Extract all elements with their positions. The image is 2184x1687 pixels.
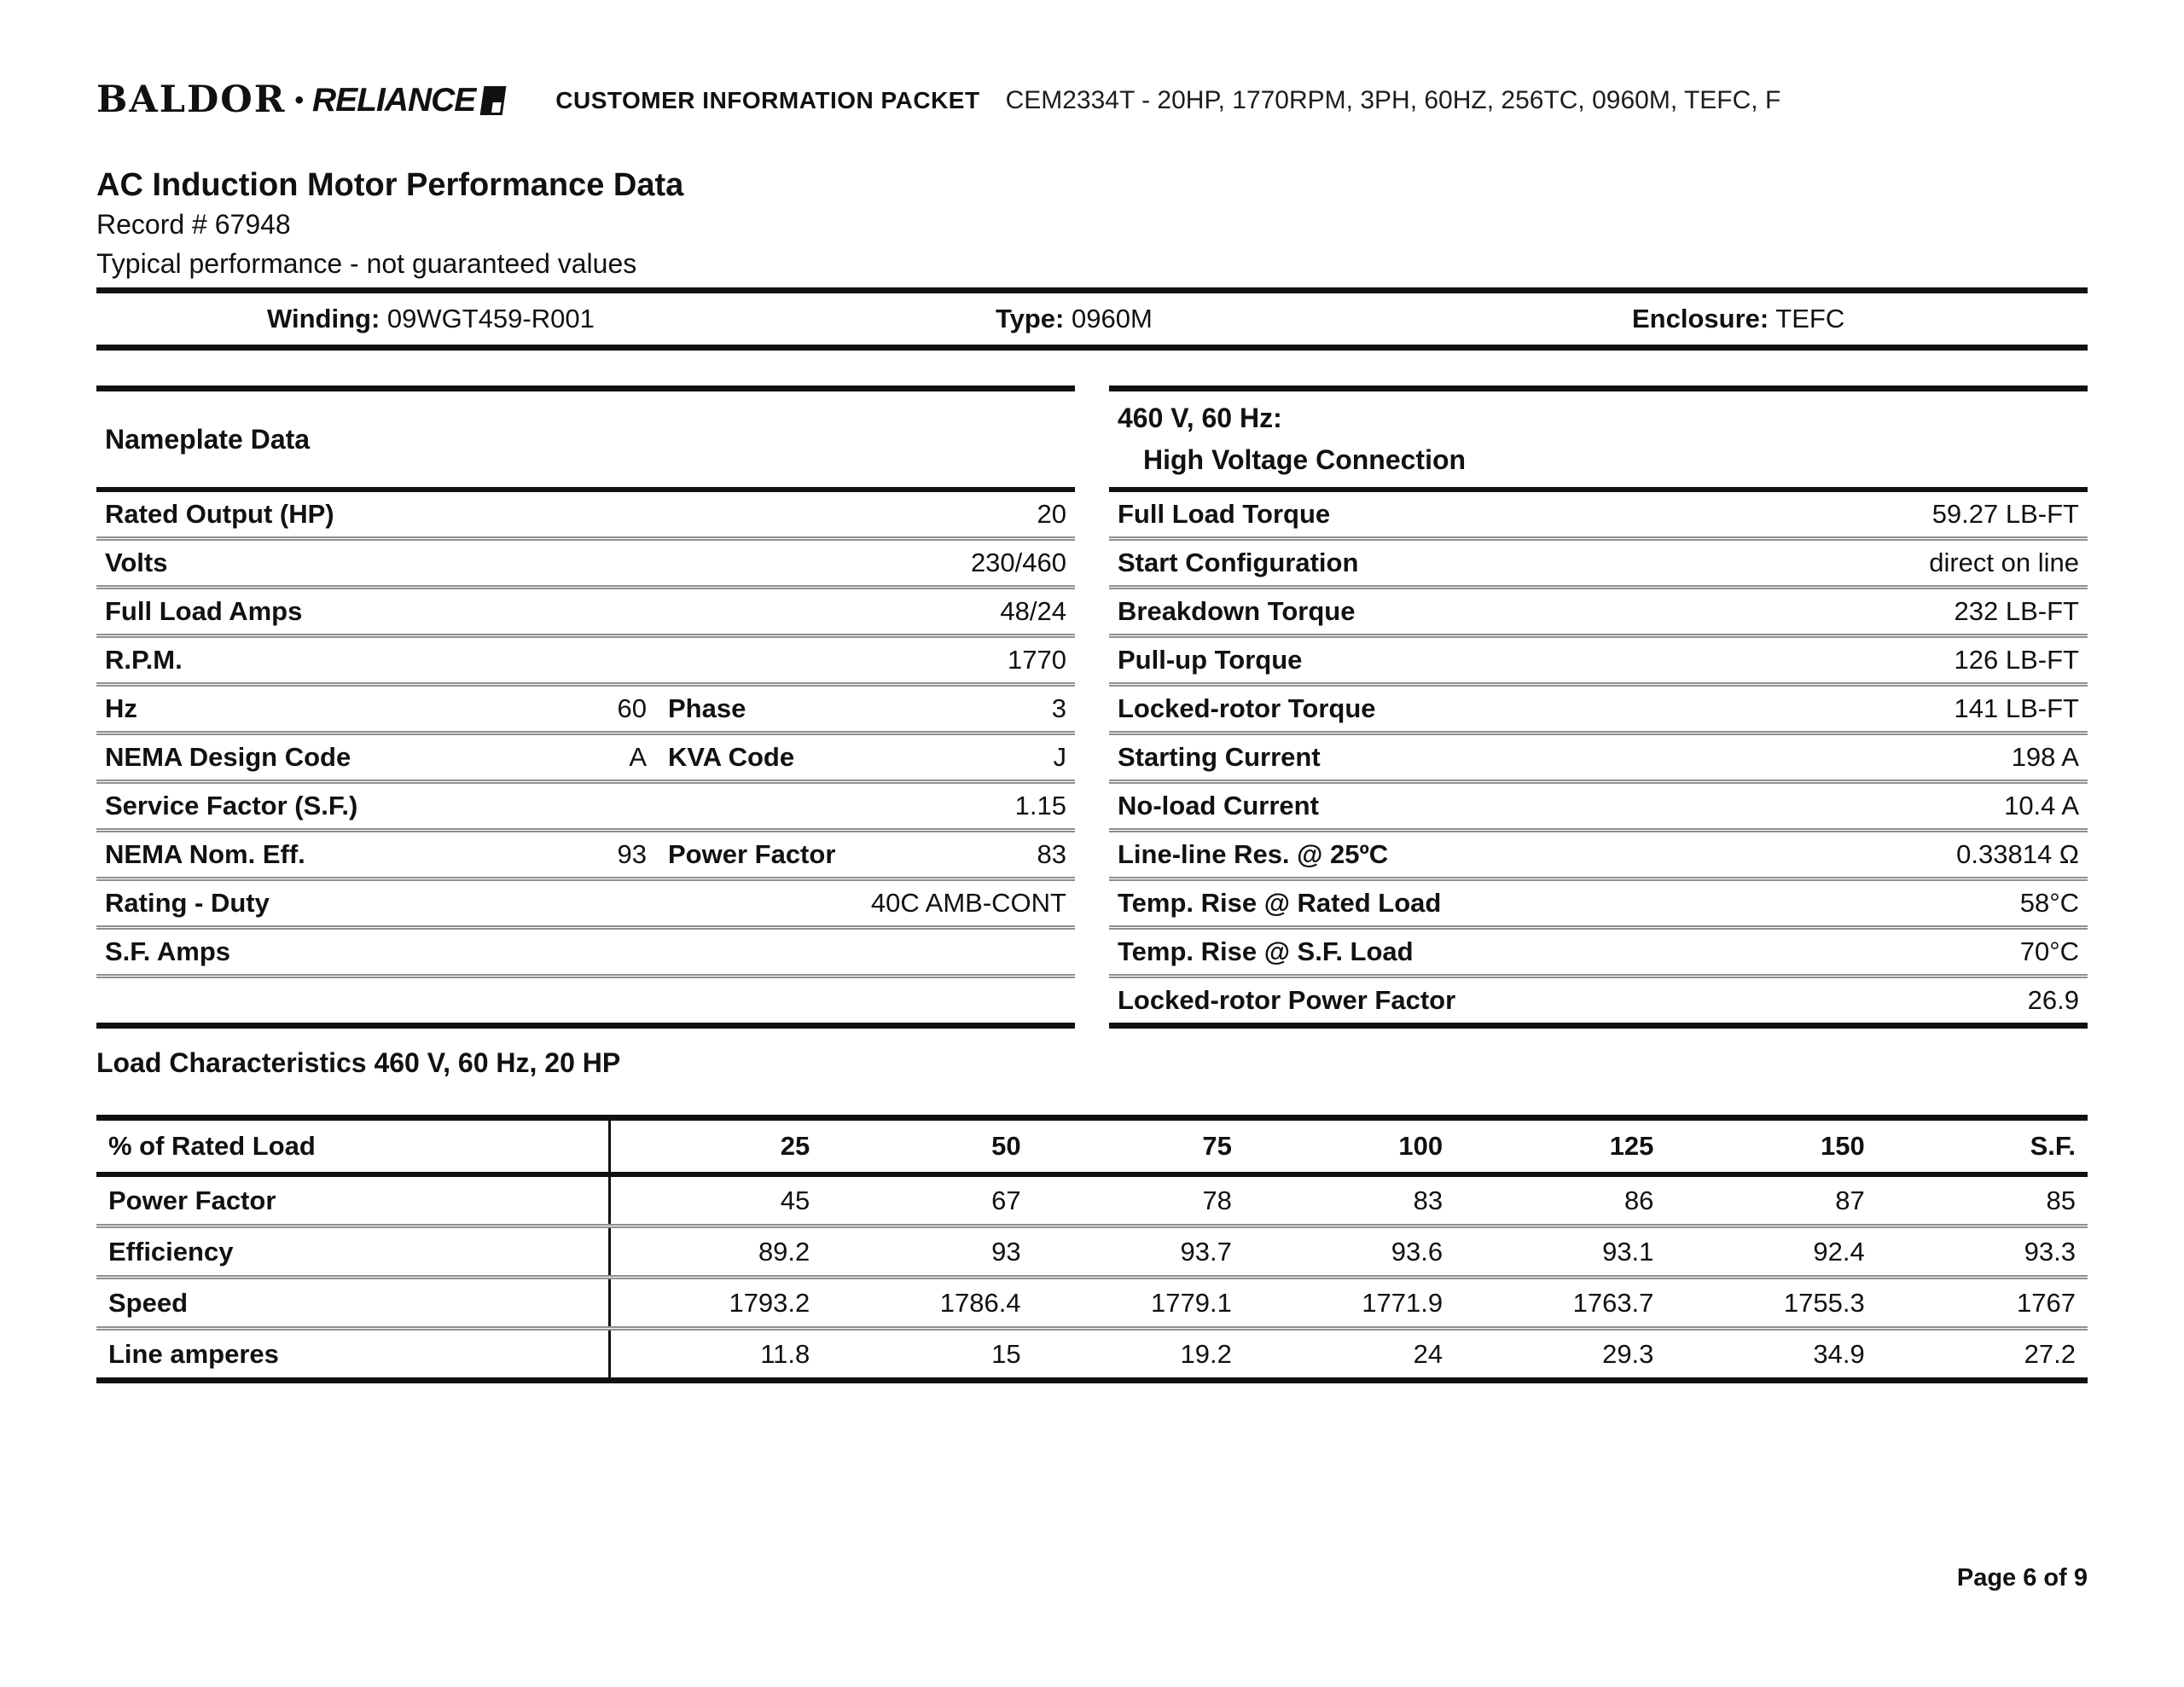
table-row: No-load Current 10.4 A xyxy=(1109,784,2088,832)
table-row: S.F. Amps xyxy=(96,930,1075,978)
table-row: Starting Current 198 A xyxy=(1109,735,2088,784)
load-table-header-row: % of Rated Load 25 50 75 100 125 150 S.F. xyxy=(96,1121,2088,1177)
type-value: 0960M xyxy=(1072,304,1153,333)
page-number: Page 6 of 9 xyxy=(1956,1564,2088,1591)
table-row: NEMA Design Code A KVA Code J xyxy=(96,735,1075,784)
packet-title: CUSTOMER INFORMATION PACKET xyxy=(555,86,980,113)
table-row: Line amperes 11.8 15 19.2 24 29.3 34.9 27.2 xyxy=(96,1330,2088,1377)
data-tables xyxy=(96,386,2088,1029)
type-label: Type: xyxy=(996,304,1065,333)
table-row: Temp. Rise @ S.F. Load 70°C xyxy=(1109,930,2088,978)
type-field xyxy=(996,304,1153,334)
table-row: Efficiency 89.2 93 93.7 93.6 93.1 92.4 93.3 xyxy=(96,1228,2088,1279)
table-row: Temp. Rise @ Rated Load 58°C xyxy=(1109,881,2088,930)
table-row: R.P.M. 1770 xyxy=(96,638,1075,687)
table-row: Power Factor 45 67 78 83 86 87 85 xyxy=(96,1177,2088,1228)
logo-separator-dot: • xyxy=(294,85,304,114)
page-title: AC Induction Motor Performance Data xyxy=(96,167,684,203)
table-row: Speed 1793.2 1786.4 1779.1 1771.9 1763.7 1755.3 1767 xyxy=(96,1279,2088,1330)
motor-model-line: CEM2334T - 20HP, 1770RPM, 3PH, 60HZ, 256TC, 0960M, TEFC, F xyxy=(1005,85,1781,114)
table-row: Rating - Duty 40C AMB-CONT xyxy=(96,881,1075,930)
table-row: Locked-rotor Power Factor 26.9 xyxy=(1118,985,2079,1015)
connection-table-title: 460 V, 60 Hz: High Voltage Connection xyxy=(1109,391,2088,492)
winding-field xyxy=(267,304,595,334)
table-row: Hz 60 Phase 3 xyxy=(96,687,1075,735)
winding-summary-bar xyxy=(96,287,2088,351)
enclosure-value: TEFC xyxy=(1775,304,1845,333)
winding-label: Winding: xyxy=(267,304,380,333)
enclosure-label: Enclosure: xyxy=(1632,304,1769,333)
high-voltage-connection-table xyxy=(1109,386,2088,1029)
document-header xyxy=(96,78,2088,121)
table-row: Volts 230/460 xyxy=(96,541,1075,589)
table-row: Rated Output (HP) 20 xyxy=(96,492,1075,541)
performance-note: Typical performance - not guaranteed values xyxy=(96,248,637,279)
logo-reliance-text: RELIANCE xyxy=(311,82,476,119)
record-number: Record # 67948 xyxy=(96,209,291,240)
reliance-flag-icon xyxy=(480,86,507,115)
load-characteristics-title: Load Characteristics 460 V, 60 Hz, 20 HP xyxy=(96,1047,621,1078)
table-row: Service Factor (S.F.) 1.15 xyxy=(96,784,1075,832)
winding-value: 09WGT459-R001 xyxy=(386,304,595,333)
baldor-reliance-logo xyxy=(96,78,504,121)
table-row: NEMA Nom. Eff. 93 Power Factor 83 xyxy=(96,832,1075,881)
table-row: Full Load Torque 59.27 LB-FT xyxy=(1109,492,2088,541)
table-row: Breakdown Torque 232 LB-FT xyxy=(1109,589,2088,638)
table-filler-row xyxy=(96,978,1075,1023)
nameplate-table xyxy=(96,386,1075,1029)
table-row: Pull-up Torque 126 LB-FT xyxy=(1109,638,2088,687)
table-row: Full Load Amps 48/24 xyxy=(96,589,1075,638)
enclosure-field xyxy=(1632,304,1844,334)
table-row: Start Configuration direct on line xyxy=(1109,541,2088,589)
table-row: Locked-rotor Torque 141 LB-FT xyxy=(1109,687,2088,735)
load-characteristics-table xyxy=(96,1115,2088,1383)
table-row: Line-line Res. @ 25ºC 0.33814 Ω xyxy=(1109,832,2088,881)
logo-baldor-text: BALDOR xyxy=(96,78,287,121)
nameplate-table-title: Nameplate Data xyxy=(96,391,1075,492)
